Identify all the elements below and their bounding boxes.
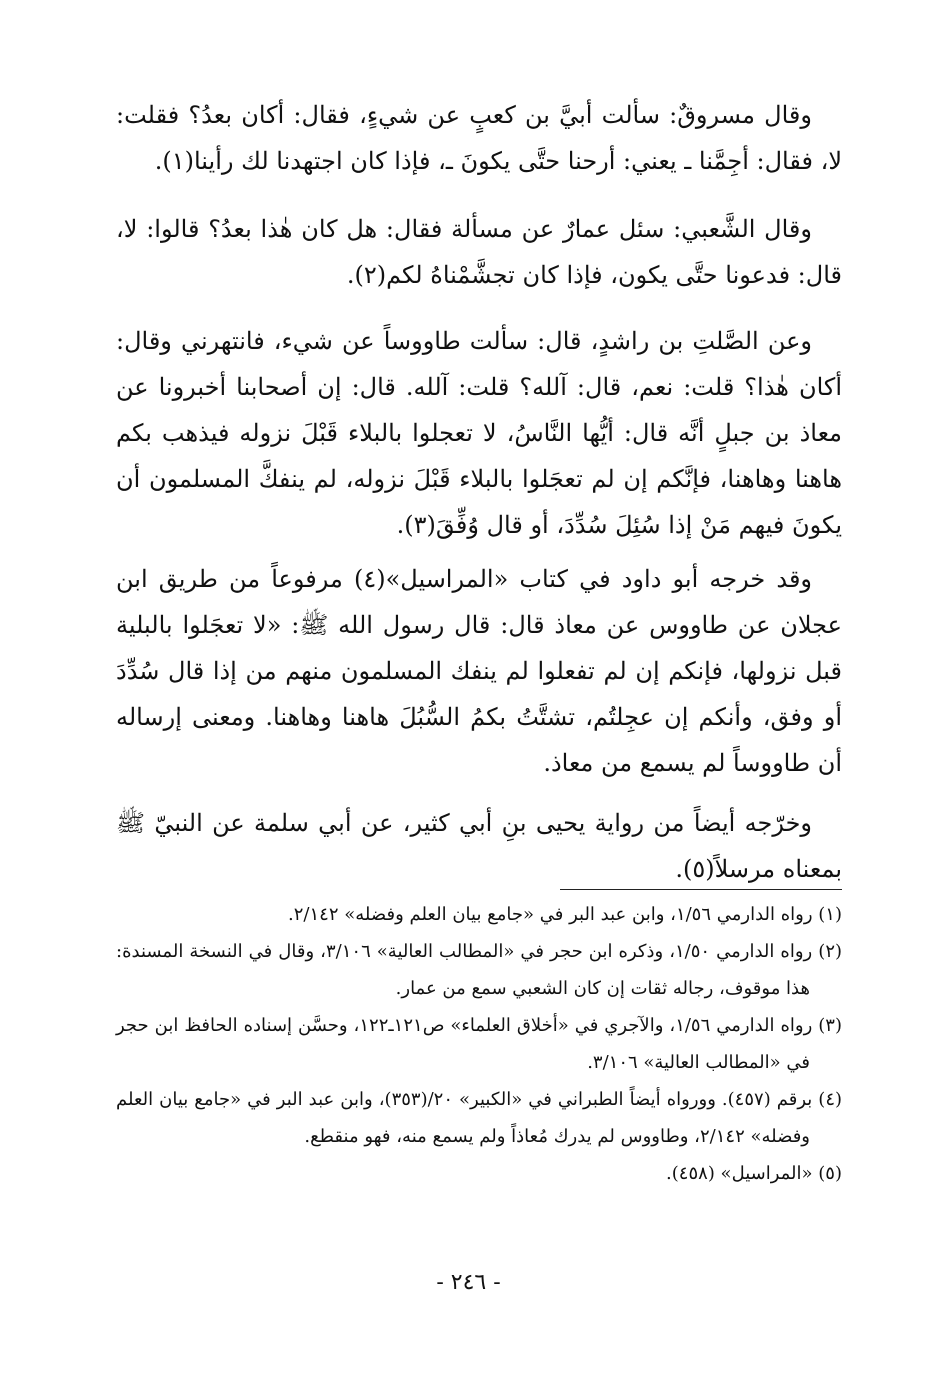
footnote-3: (٣) رواه الدارمي ١/٥٦، والآجري في «أخلاق العلماء» ص١٢١ـ١٢٢، وحسَّن إسناده الحافظ ابن حجر في «المطالب العالية» ٣/١٠٦. <box>116 1015 842 1073</box>
main-text-paragraph <box>116 556 842 786</box>
footnote-1: (١) رواه الدارمي ١/٥٦، وابن عبد البر في «جامع بيان العلم وفضله» ٢/١٤٢. <box>288 904 842 925</box>
paragraph-4: وقد خرجه أبو داود في كتاب «المراسيل»(٤) مرفوعاً من طريق ابن عجلان عن طاووس عن معاذ قال: قال رسول الله ﷺ: «لا تعجَلوا بالبلية قبل نزولها، فإنكم إن لم تفعلوا لم ينفك المسلمون منهم من إذا قال سُدِّدَ أو وفق، وأنكم إن عجِلتُم، تشتَّتُ بكمُ السُّبُلَ هاهنا وهاهنا. ومعنى إرساله أن طاووساً لم يسمع من معاذ. <box>116 565 842 777</box>
main-text-paragraph <box>116 92 842 184</box>
paragraph-3: وعن الصَّلتِ بن راشدٍ، قال: سألت طاووساً عن شيء، فانتهرني وقال: أكان هٰذا؟ قلت: نعم، قال: آلله؟ قلت: آلله. قال: إن أصحابنا أخبرونا عن معاذ بن جبلٍ أنَّه قال: أيُّها النَّاسُ، لا تعجلوا بالبلاء قَبْلَ نزوله فيذهب بكم هاهنا وهاهنا، فإنَّكم إن لم تعجَلوا بالبلاء قَبْلَ نزوله، لم ينفكَّ المسلمون أن يكونَ فيهم مَنْ إذا سُئِلَ سُدِّدَ، أو قال وُفِّقَ(٣). <box>116 327 842 539</box>
footnote-5: (٥) «المراسيل» (٤٥٨). <box>666 1163 842 1184</box>
main-text-paragraph <box>116 206 842 298</box>
footnote-4: (٤) برقم (٤٥٧). وورواه أيضاً الطبراني في «الكبير» ٢٠/(٣٥٣)، وابن عبد البر في «جامع بيان العلم وفضله» ٢/١٤٢، وطاووس لم يدرك مُعاذاً ولم يسمع منه، فهو منقطع. <box>116 1089 843 1147</box>
footnotes <box>116 896 842 1192</box>
paragraph-5: وخرّجه أيضاً من رواية يحيى بنِ أبي كثير، عن أبي سلمة عن النبيّ ﷺ بمعناه مرسلاً(٥). <box>116 809 842 883</box>
paragraph-2: وقال الشَّعبي: سئل عمارٌ عن مسألة فقال: هل كان هٰذا بعدُ؟ قالوا: لا، قال: فدعونا حتَّى يكون، فإذا كان تجشَّمْناهُ لكم(٢). <box>116 215 842 289</box>
footnote-divider <box>560 889 842 890</box>
footnote-2: (٢) رواه الدارمي ١/٥٠، وذكره ابن حجر في «المطالب العالية» ٣/١٠٦، وقال في النسخة المسندة: هذا موقوف، رجاله ثقات إن كان الشعبي سمع من عمار. <box>116 941 843 999</box>
paragraph-1: وقال مسروقٌ: سألت أبيَّ بن كعبٍ عن شيءٍ، فقال: أكان بعدُ؟ فقلت: لا، فقال: أجِمَّنا ـ يعني: أرحنا حتَّى يكونَ ـ، فإذا كان اجتهدنا لك رأينا(١). <box>116 101 842 175</box>
page-number: - ٢٤٦ - <box>436 1270 501 1295</box>
main-text-paragraph <box>116 318 842 548</box>
main-text-paragraph <box>116 800 842 892</box>
